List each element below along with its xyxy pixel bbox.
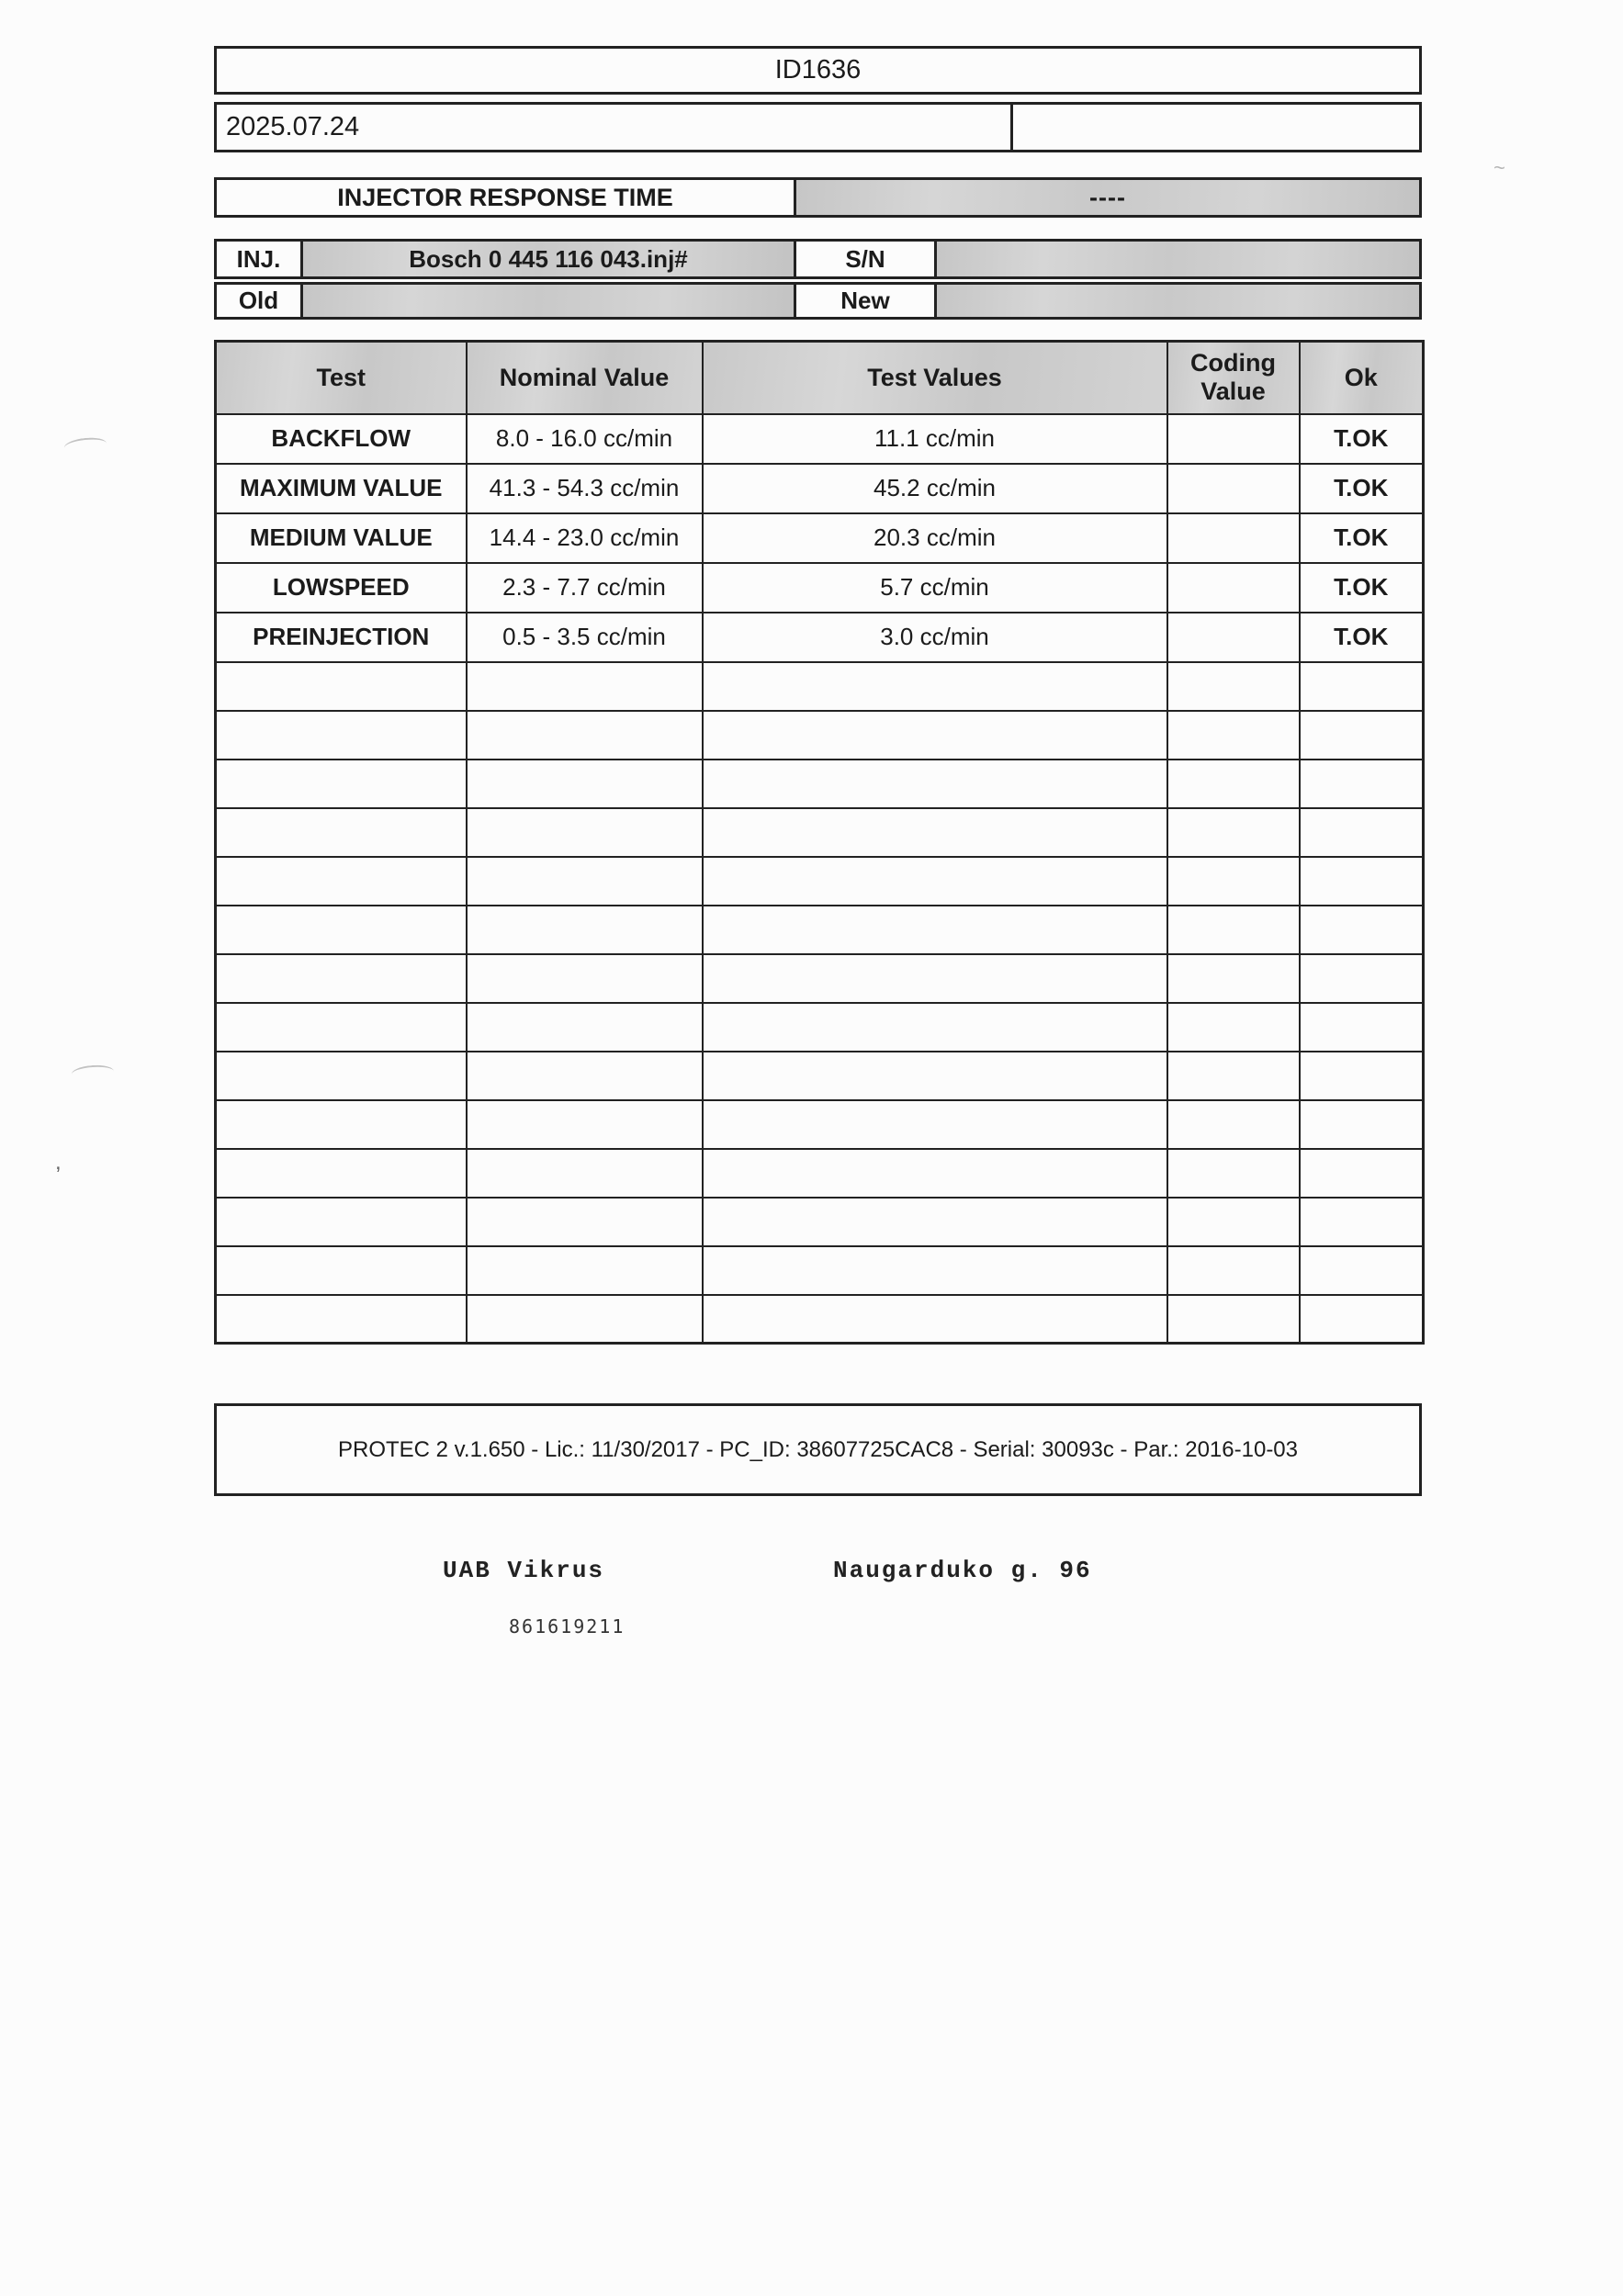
inj-label: INJ. <box>214 239 303 279</box>
table-row-empty <box>216 808 1424 857</box>
table-cell-empty <box>1300 711 1424 760</box>
table-cell-empty <box>467 1100 703 1149</box>
company-name: UAB Vikrus <box>443 1557 605 1584</box>
table-cell-empty <box>1167 954 1300 1003</box>
table-cell-empty <box>1300 662 1424 711</box>
table-row <box>216 414 1424 464</box>
table-cell-empty <box>216 1198 467 1246</box>
empty-box <box>1013 102 1422 152</box>
table-row-empty <box>216 711 1424 760</box>
table-cell-empty <box>216 1003 467 1052</box>
table-cell-values: 5.7 cc/min <box>703 563 1167 613</box>
table-cell-coding <box>1167 563 1300 613</box>
table-cell-empty <box>1167 1295 1300 1344</box>
old-value <box>303 282 796 320</box>
table-row-empty <box>216 1052 1424 1100</box>
table-cell-test: LOWSPEED <box>216 563 467 613</box>
report-id-box <box>214 46 1422 95</box>
table-cell-empty <box>467 760 703 808</box>
test-table-body <box>216 414 1424 1344</box>
table-cell-empty <box>703 857 1167 906</box>
sn-label: S/N <box>796 239 937 279</box>
software-info: PROTEC 2 v.1.650 - Lic.: 11/30/2017 - PC_ID: 38607725CAC8 - Serial: 30093c - Par.: 2016-10-03 <box>337 1436 1299 1462</box>
table-cell-empty <box>467 1295 703 1344</box>
table-cell-empty <box>703 1003 1167 1052</box>
table-row <box>216 563 1424 613</box>
table-cell-empty <box>1167 857 1300 906</box>
table-row-empty <box>216 1295 1424 1344</box>
table-cell-empty <box>216 1295 467 1344</box>
table-cell-ok: T.OK <box>1300 613 1424 662</box>
software-info-box <box>214 1403 1422 1496</box>
table-row-empty <box>216 662 1424 711</box>
table-cell-empty <box>703 662 1167 711</box>
table-cell-empty <box>467 711 703 760</box>
table-row-empty <box>216 906 1424 954</box>
table-cell-coding <box>1167 414 1300 464</box>
table-cell-test: PREINJECTION <box>216 613 467 662</box>
table-row <box>216 513 1424 563</box>
table-cell-empty <box>1300 1295 1424 1344</box>
table-cell-empty <box>703 954 1167 1003</box>
table-cell-empty <box>216 1100 467 1149</box>
table-cell-values: 11.1 cc/min <box>703 414 1167 464</box>
table-cell-empty <box>1300 954 1424 1003</box>
table-cell-empty <box>467 1246 703 1295</box>
table-cell-test: BACKFLOW <box>216 414 467 464</box>
col-header-nominal: Nominal Value <box>467 342 703 414</box>
table-cell-empty <box>703 1100 1167 1149</box>
table-cell-ok: T.OK <box>1300 563 1424 613</box>
table-cell-ok: T.OK <box>1300 513 1424 563</box>
table-cell-empty <box>216 1246 467 1295</box>
table-cell-empty <box>216 906 467 954</box>
table-cell-empty <box>1300 760 1424 808</box>
table-cell-empty <box>216 760 467 808</box>
table-cell-empty <box>1167 1052 1300 1100</box>
table-row <box>216 464 1424 513</box>
table-cell-empty <box>467 1052 703 1100</box>
company-line <box>214 1557 1422 1590</box>
table-cell-empty <box>1300 1198 1424 1246</box>
col-header-test: Test <box>216 342 467 414</box>
table-cell-empty <box>703 1052 1167 1100</box>
table-cell-empty <box>216 808 467 857</box>
table-cell-empty <box>1167 906 1300 954</box>
report-date: 2025.07.24 <box>226 112 360 141</box>
table-row-empty <box>216 1246 1424 1295</box>
table-cell-nominal: 41.3 - 54.3 cc/min <box>467 464 703 513</box>
table-cell-empty <box>703 808 1167 857</box>
old-new-row <box>214 282 1422 320</box>
scan-artifact: ~ <box>1493 156 1505 179</box>
table-cell-empty <box>467 954 703 1003</box>
inj-row <box>214 239 1422 279</box>
table-header-row <box>216 342 1424 414</box>
table-row-empty <box>216 857 1424 906</box>
table-cell-empty <box>216 662 467 711</box>
company-address: Naugarduko g. 96 <box>833 1557 1092 1584</box>
col-header-coding: Coding Value <box>1167 342 1300 414</box>
table-cell-empty <box>1167 1198 1300 1246</box>
table-cell-nominal: 14.4 - 23.0 cc/min <box>467 513 703 563</box>
table-row-empty <box>216 1003 1424 1052</box>
table-cell-empty <box>467 1149 703 1198</box>
table-row-empty <box>216 954 1424 1003</box>
inj-value: Bosch 0 445 116 043.inj# <box>303 239 796 279</box>
table-cell-values: 20.3 cc/min <box>703 513 1167 563</box>
table-cell-empty <box>1167 760 1300 808</box>
test-results-table <box>214 340 1425 1345</box>
table-cell-empty <box>467 1198 703 1246</box>
new-value <box>937 282 1422 320</box>
injector-response-time-value: ---- <box>796 177 1422 218</box>
table-cell-empty <box>467 662 703 711</box>
table-cell-empty <box>1167 808 1300 857</box>
report-id: ID1636 <box>774 55 862 84</box>
table-row-empty <box>216 1149 1424 1198</box>
table-cell-empty <box>1300 1003 1424 1052</box>
table-cell-empty <box>1300 857 1424 906</box>
table-cell-empty <box>703 1246 1167 1295</box>
table-cell-empty <box>216 1149 467 1198</box>
table-cell-empty <box>1300 1246 1424 1295</box>
table-cell-empty <box>1300 808 1424 857</box>
injector-info-block <box>214 239 1422 320</box>
table-cell-empty <box>1300 906 1424 954</box>
table-row-empty <box>216 1198 1424 1246</box>
phone-number: 861619211 <box>509 1615 626 1638</box>
table-cell-empty <box>1167 1246 1300 1295</box>
table-cell-empty <box>1167 1003 1300 1052</box>
table-cell-test: MEDIUM VALUE <box>216 513 467 563</box>
col-header-ok: Ok <box>1300 342 1424 414</box>
date-row <box>214 102 1422 152</box>
table-cell-test: MAXIMUM VALUE <box>216 464 467 513</box>
col-header-values: Test Values <box>703 342 1167 414</box>
report-content <box>214 46 1422 1638</box>
sn-value <box>937 239 1422 279</box>
table-cell-empty <box>1167 662 1300 711</box>
table-cell-empty <box>1300 1149 1424 1198</box>
old-label: Old <box>214 282 303 320</box>
table-cell-empty <box>703 906 1167 954</box>
injector-response-time-label: INJECTOR RESPONSE TIME <box>214 177 796 218</box>
table-cell-ok: T.OK <box>1300 414 1424 464</box>
table-cell-coding <box>1167 613 1300 662</box>
table-cell-empty <box>216 1052 467 1100</box>
table-cell-empty <box>216 857 467 906</box>
table-cell-empty <box>216 711 467 760</box>
table-cell-empty <box>703 1295 1167 1344</box>
new-label: New <box>796 282 937 320</box>
table-cell-empty <box>703 1149 1167 1198</box>
scan-artifact <box>71 1064 114 1081</box>
scan-artifact: , <box>55 1150 62 1175</box>
report-date-box <box>214 102 1013 152</box>
table-cell-values: 3.0 cc/min <box>703 613 1167 662</box>
table-cell-empty <box>467 808 703 857</box>
table-cell-coding <box>1167 513 1300 563</box>
table-cell-ok: T.OK <box>1300 464 1424 513</box>
table-cell-nominal: 8.0 - 16.0 cc/min <box>467 414 703 464</box>
table-cell-empty <box>1300 1052 1424 1100</box>
table-cell-empty <box>216 954 467 1003</box>
table-cell-empty <box>703 1198 1167 1246</box>
table-cell-nominal: 0.5 - 3.5 cc/min <box>467 613 703 662</box>
scan-artifact <box>63 436 107 456</box>
injector-response-time-row <box>214 177 1422 218</box>
table-cell-nominal: 2.3 - 7.7 cc/min <box>467 563 703 613</box>
table-cell-empty <box>1167 1149 1300 1198</box>
table-cell-empty <box>1167 711 1300 760</box>
table-cell-values: 45.2 cc/min <box>703 464 1167 513</box>
table-cell-empty <box>467 906 703 954</box>
table-cell-empty <box>467 857 703 906</box>
table-cell-coding <box>1167 464 1300 513</box>
table-row-empty <box>216 760 1424 808</box>
table-cell-empty <box>1167 1100 1300 1149</box>
table-cell-empty <box>467 1003 703 1052</box>
table-row <box>216 613 1424 662</box>
table-cell-empty <box>1300 1100 1424 1149</box>
table-cell-empty <box>703 760 1167 808</box>
table-cell-empty <box>703 711 1167 760</box>
table-row-empty <box>216 1100 1424 1149</box>
